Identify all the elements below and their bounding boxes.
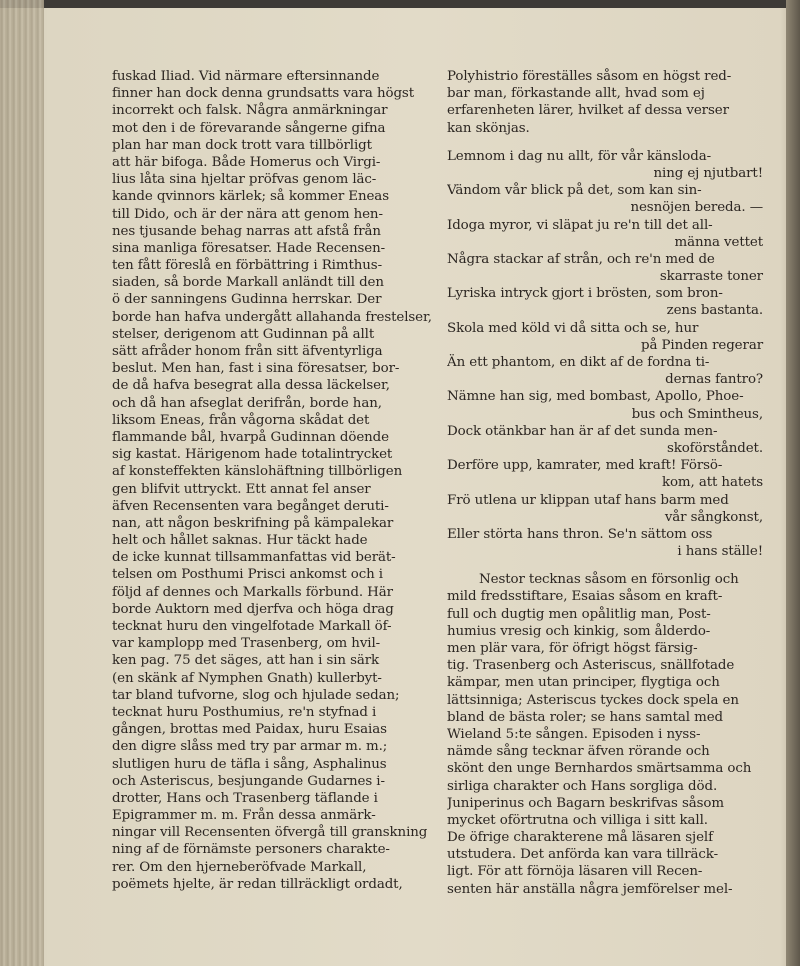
text-line: poëmets hjelte, är redan tillräckligt ordadt, — [112, 876, 403, 892]
text-line: senten här anställa några jemförelser mel- — [447, 881, 733, 897]
text-line: rer. Om den hjerneberöfvade Markall, — [112, 859, 367, 875]
text-line: fuskad Iliad. Vid närmare eftersinnande — [112, 69, 380, 84]
text-line: att här bifoga. Både Homerus och Virgi- — [112, 154, 381, 170]
text-line: men plär vara, för öfrigt högst färsig- — [447, 641, 698, 656]
text-line: slutligen huru de täfla i sång, Asphalinus — [112, 756, 387, 772]
text-line: kan skönjas. — [447, 120, 530, 136]
text-line: tecknat huru Posthumius, re'n styfnad i — [112, 704, 377, 720]
text-line: kande qvinnors kärlek; så kommer Eneas — [112, 189, 389, 205]
text-line: Skola med köld vi då sitta och se, hur — [447, 320, 699, 336]
text-line: lius låta sina hjeltar pröfvas genom läc- — [112, 172, 377, 188]
text-line: Lemnom i dag nu allt, för vår känsloda- — [447, 148, 712, 164]
text-line: Nestor tecknas såsom en försonlig och — [479, 572, 739, 588]
text-line: och Asteriscus, besjungande Gudarnes i- — [112, 773, 385, 789]
text-line: nan, att någon beskrifning på kämpalekar — [112, 515, 394, 531]
text-line: ten fått föreslå en förbättring i Rimthus- — [112, 258, 382, 274]
left-text-column — [112, 68, 440, 893]
text-line: bus och Smintheus, — [631, 406, 763, 422]
text-line: utstudera. Det anförda kan vara tillräck- — [447, 847, 718, 863]
text-line: Nämne han sig, med bombast, Apollo, Phoe- — [447, 389, 744, 405]
text-line: borde Auktorn med djerfva och höga drag — [112, 601, 394, 617]
text-line: tar bland tufvorne, slog och hjulade sedan; — [112, 687, 400, 703]
text-line: af konsteffekten känslohäftning tillbörligen — [112, 464, 403, 480]
text-line: nes tjusande behag narras att afstå från — [112, 223, 381, 239]
page-edge-right — [786, 0, 800, 966]
text-line: sina manliga föresatser. Hade Recensen- — [112, 240, 386, 256]
text-line: bar man, förkastande allt, hvad som ej — [447, 86, 705, 102]
text-line: mycket oförtrutna och villiga i sitt kall. — [447, 812, 708, 828]
text-line: Idoga myror, vi släpat ju re'n till det all- — [447, 217, 713, 233]
text-line: skönt den unge Bernhardos smärtsamma och — [447, 761, 752, 777]
text-line: ningar vill Recensenten öfvergå till granskning — [112, 825, 428, 841]
text-line: gen blifvit uttryckt. Ett annat fel anser — [112, 481, 371, 497]
text-line: De öfrige charakterene må läsaren sjelf — [447, 830, 713, 846]
hexameter-quotation — [447, 148, 775, 561]
text-line: siaden, så borde Markall anländt till den — [112, 275, 384, 291]
text-line: sig kastat. Härigenom hade totalintrycket — [112, 447, 393, 463]
text-line: männa vettet — [674, 234, 763, 250]
top-border — [0, 0, 800, 8]
text-line: Derföre upp, kamrater, med kraft! Försö- — [447, 458, 723, 474]
text-line: liksom Eneas, från vågorna skådat det — [112, 412, 370, 428]
text-line: var kamplopp med Trasenberg, om hvil- — [112, 636, 381, 652]
text-line: ö der sanningens Gudinna herrskar. Der — [112, 292, 382, 308]
text-line: Några stackar af strån, och re'n med de — [447, 251, 715, 267]
text-line: Frö utlena ur klippan utaf hans barm med — [447, 492, 729, 508]
page-edges-left — [0, 0, 44, 966]
text-line: Än ett phantom, en dikt af de fordna ti- — [447, 355, 710, 370]
text-line: incorrekt och falsk. Några anmärkningar — [112, 103, 388, 119]
text-line: vår sångkonst, — [664, 509, 763, 525]
text-line: i hans ställe! — [677, 544, 763, 560]
text-line: nesnöjen bereda. — — [630, 200, 763, 216]
text-line: Wieland 5:te sången. Episoden i nyss- — [447, 726, 701, 742]
text-line: på Pinden regerar — [640, 337, 763, 353]
text-line: flammande bål, hvarpå Gudinnan döende — [112, 429, 389, 445]
text-line: ning ej njutbart! — [653, 165, 763, 181]
text-line: de då hafva besegrat alla dessa läckelser, — [112, 378, 390, 394]
text-line: tig. Trasenberg och Asteriscus, snällfotade — [447, 658, 735, 674]
text-line: äfven Recensenten vara begånget deruti- — [112, 498, 389, 514]
text-line: Juniperinus och Bagarn beskrifvas såsom — [447, 795, 724, 811]
text-line: beslut. Men han, fast i sina föresatser, bor- — [112, 361, 400, 377]
text-line: lättsinniga; Asteriscus tyckes dock spela en — [447, 692, 739, 708]
text-line: helt och hållet saknas. Hur täckt hade — [112, 533, 368, 549]
text-line: de icke kunnat tillsammanfattas vid berät- — [112, 550, 396, 566]
text-line: kämpar, men utan principer, flygtiga och — [447, 675, 720, 691]
text-line: skarraste toner — [659, 269, 763, 285]
text-line: Eller störta hans thron. Se'n sättom oss — [447, 526, 713, 542]
text-line: plan har man dock trott vara tillbörligt — [112, 137, 372, 153]
text-line: telsen om Posthumi Prisci ankomst och i — [112, 567, 383, 583]
text-line: erfarenheten lärer, hvilket af dessa verser — [447, 103, 729, 119]
text-line: full och dugtig men opålitlig man, Post- — [447, 606, 711, 622]
right-intro-paragraph — [447, 68, 775, 137]
text-line: humius vresig och kinkig, som ålderdo- — [447, 623, 711, 639]
text-line: zens bastanta. — [666, 303, 763, 319]
text-line: kom, att hatets — [661, 475, 763, 491]
text-line: Polyhistrio föreställes såsom en högst red- — [447, 69, 732, 84]
text-line: stelser, derigenom att Gudinnan på allt — [112, 326, 375, 342]
text-line: sätt afråder honom från sitt äfventyrliga — [112, 344, 383, 359]
right-prose-paragraph — [447, 571, 775, 898]
text-line: den digre slåss med try par armar m. m.; — [112, 739, 388, 755]
text-line: dernas fantro? — [665, 372, 763, 388]
text-line: ning af de förnämste personers charakte- — [112, 842, 390, 858]
text-line: borde han hafva undergått allahanda frestelser, — [112, 309, 432, 325]
text-line: och då han afseglat derifrån, borde han, — [112, 395, 382, 411]
text-line: mild fredsstiftare, Esaias såsom en kraft- — [447, 589, 723, 605]
text-line: bland de bästa roler; se hans samtal med — [447, 709, 723, 725]
text-line: mot den i de förevarande sångerne gifna — [112, 120, 386, 136]
text-line: (en skänk af Nymphen Gnath) kullerbyt- — [112, 670, 382, 686]
text-line: tecknat huru den vingelfotade Markall öf- — [112, 619, 392, 634]
text-line: nämde sång tecknar äfven rörande och — [447, 744, 710, 760]
text-line: ligt. För att förnöja läsaren vill Recen- — [447, 864, 703, 880]
text-line: till Dido, och är der nära att genom hen- — [112, 206, 383, 222]
text-line: Lyriska intryck gjort i brösten, som bron- — [447, 286, 723, 302]
text-line: finner han dock denna grundsatts vara högst — [112, 86, 414, 102]
text-line: Dock otänkbar han är af det sunda men- — [447, 423, 718, 439]
text-line: följd af dennes och Markalls förbund. Här — [112, 584, 393, 600]
text-line: drotter, Hans och Trasenberg täflande i — [112, 790, 378, 806]
text-line: Epigrammer m. m. Från dessa anmärk- — [112, 808, 376, 824]
text-line: ken pag. 75 det säges, att han i sin särk — [112, 653, 380, 669]
text-line: sirliga charakter och Hans sorgliga död. — [447, 778, 718, 794]
text-line: gången, brottas med Paidax, huru Esaias — [112, 722, 387, 738]
right-text-column — [447, 68, 775, 898]
text-line: Vändom vår blick på det, som kan sin- — [447, 183, 702, 199]
text-line: skoförståndet. — [666, 440, 763, 456]
